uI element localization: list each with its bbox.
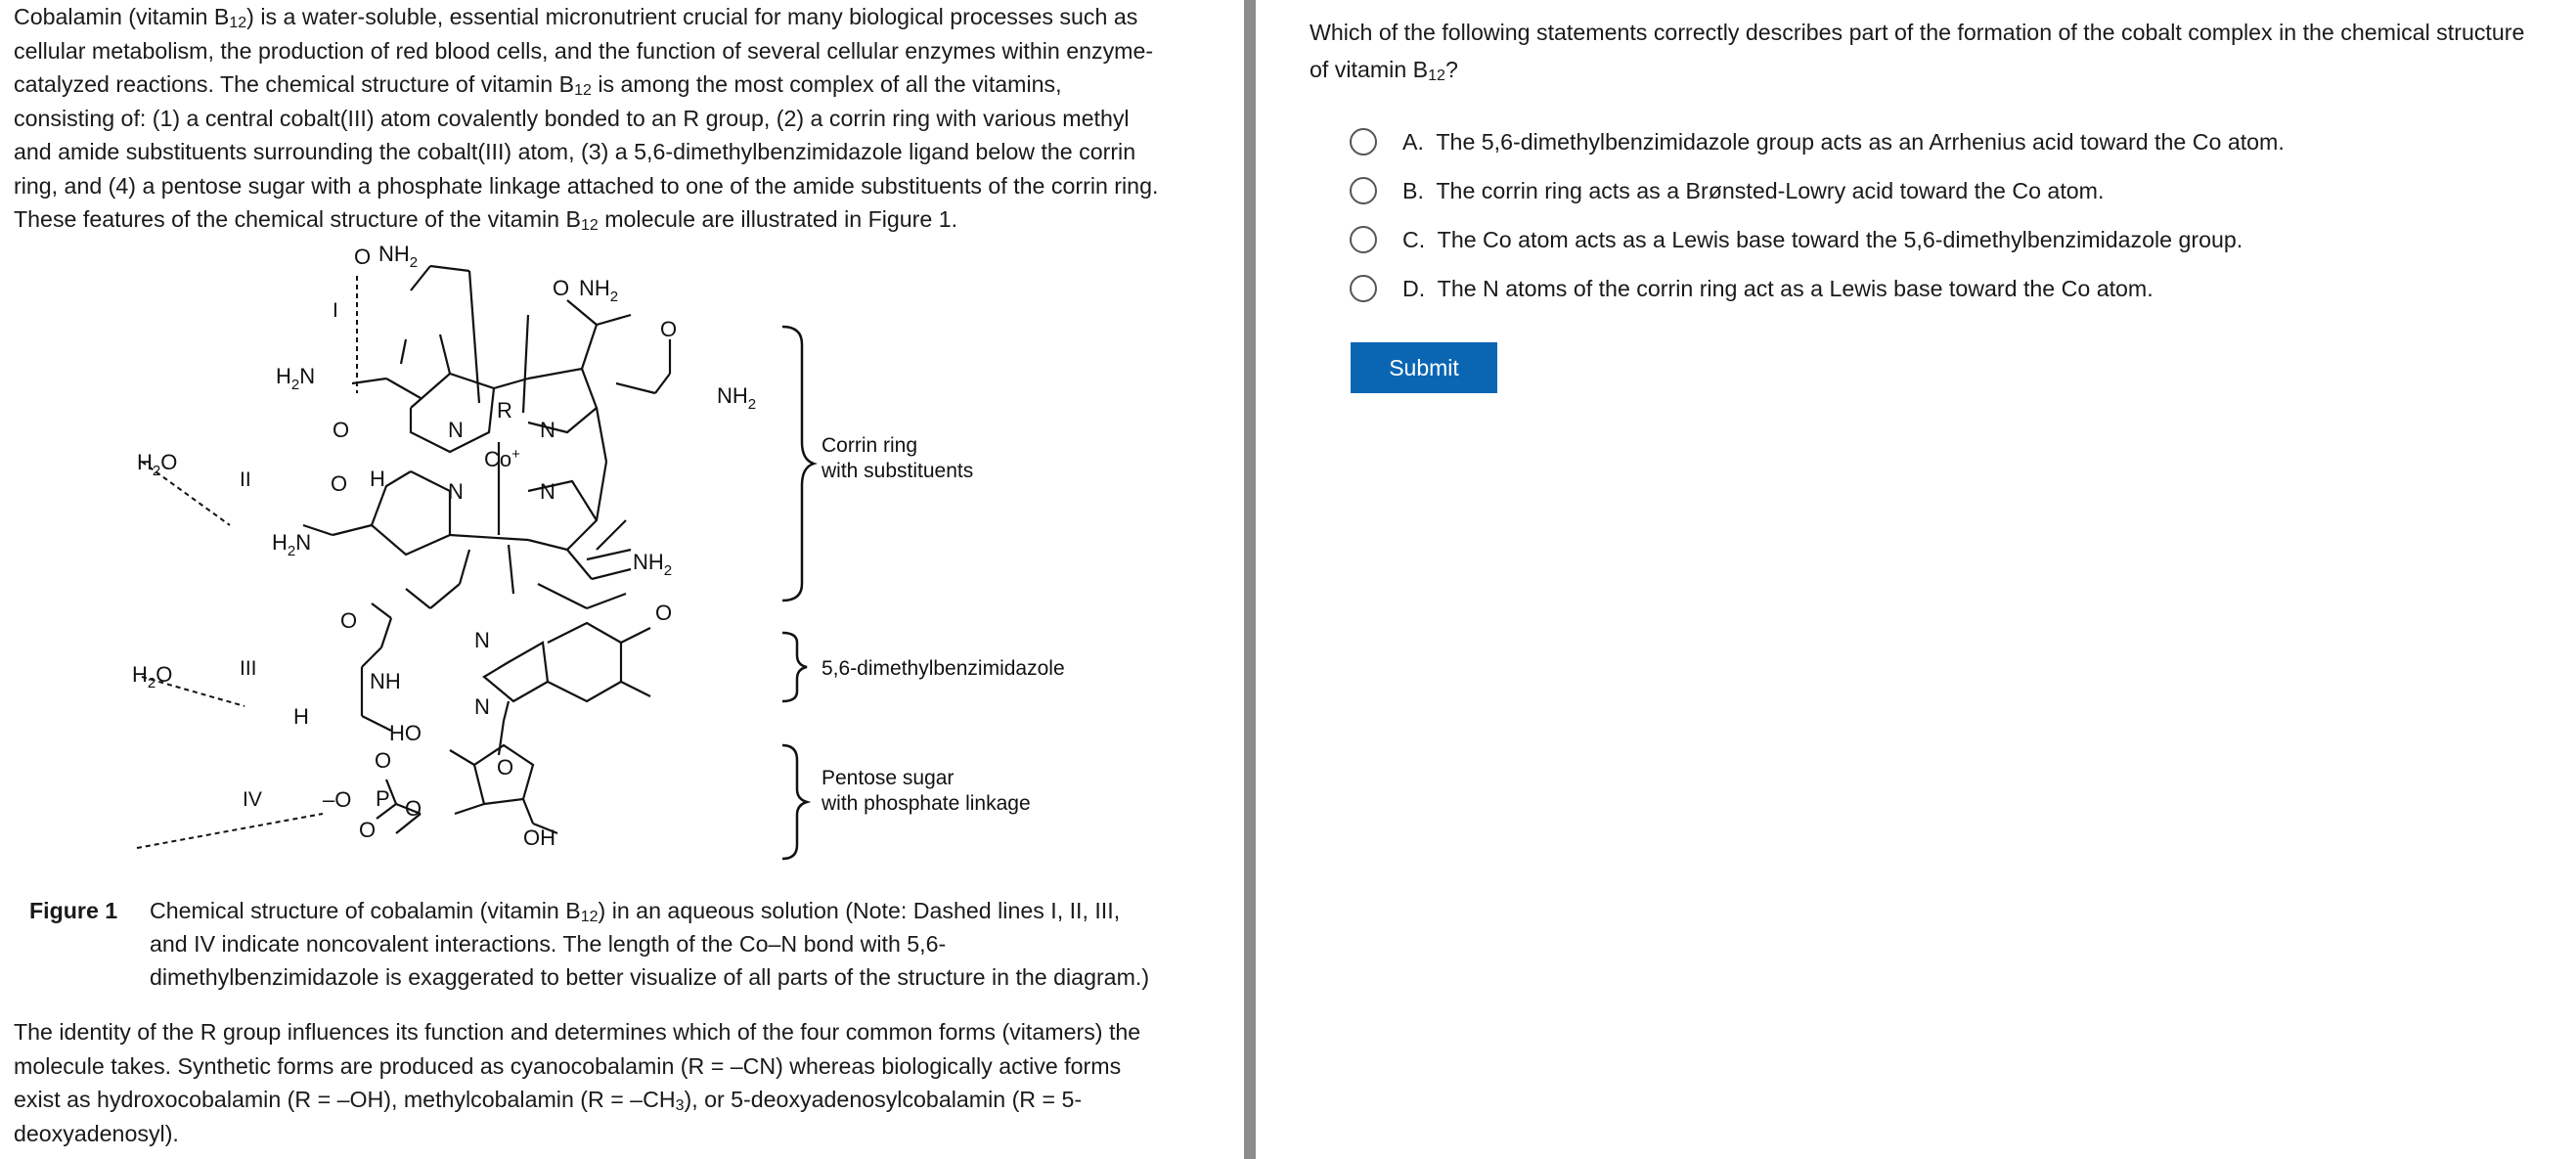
atom-n: N bbox=[474, 694, 490, 719]
passage-line: These features of the chemical structure of the vitamin $B_{12}$ molecule are illustrated in Figure 1. bbox=[14, 206, 958, 234]
answer-option-a[interactable] bbox=[1350, 117, 2562, 166]
pentose-phosphate bbox=[362, 603, 557, 833]
atom-o: O bbox=[331, 471, 348, 496]
radio-button-a[interactable] bbox=[1350, 128, 1377, 156]
label-corrin-substituents: with substituents bbox=[822, 460, 974, 482]
corrin-ring bbox=[303, 266, 673, 608]
atom-h2n: $H_2N$ bbox=[276, 364, 316, 393]
atom-o-minus: –O bbox=[323, 787, 352, 812]
atom-oh: OH bbox=[523, 825, 555, 850]
atom-nh: NH bbox=[370, 669, 401, 693]
brace-dmb bbox=[782, 633, 807, 701]
atom-nh2: $NH_2$ bbox=[579, 276, 619, 305]
label-dmb: 5,6-dimethylbenzimidazole bbox=[822, 657, 1065, 680]
passage-line: Cobalamin (vitamin $B_{12}$) is a water-soluble, essential micronutrient crucial for many biological processes such as bbox=[14, 4, 1138, 31]
radio-button-c[interactable] bbox=[1350, 226, 1377, 253]
water-ii: $H_2O$ bbox=[137, 450, 178, 479]
pane-divider[interactable] bbox=[1244, 0, 1256, 1159]
caption-line: Chemical structure of cobalamin (vitamin $B_{12}$) in an aqueous solution (Note: Dashed lines I, II, III, bbox=[150, 898, 1121, 925]
atom-o: O bbox=[340, 608, 358, 633]
atom-r: R bbox=[497, 398, 512, 423]
atom-n: N bbox=[474, 628, 490, 652]
submit-button[interactable]: Submit bbox=[1351, 342, 1497, 393]
passage-line: consisting of: (1) a central cobalt(III) atom covalently bonded to an R group, (2) a corrin ring with various methyl bbox=[14, 105, 1130, 131]
caption-line: and IV indicate noncovalent interactions. The length of the Co–N bond with 5,6- bbox=[150, 931, 947, 957]
answer-options bbox=[1350, 117, 2562, 313]
passage-line: cellular metabolism, the production of red blood cells, and the function of several cellular enzymes within enzyme- bbox=[14, 37, 1154, 64]
atom-co: Co+ bbox=[484, 446, 520, 471]
passage-line: exist as hydroxocobalamin (R = –OH), methylcobalamin $(R = -CH_3)$, or 5-deoxyadenosylcobalamin (R = 5- bbox=[14, 1087, 1083, 1114]
atom-nh2: $NH_2$ bbox=[717, 383, 757, 413]
label-corrin-ring: Corrin ring bbox=[822, 434, 918, 457]
passage-line: ring, and (4) a pentose sugar with a phosphate linkage attached to one of the amide substituents of the corrin ring. bbox=[14, 172, 1159, 199]
label-roman-i: I bbox=[333, 299, 338, 322]
question-stem bbox=[1310, 14, 2571, 88]
atom-o: O bbox=[405, 796, 422, 821]
label-roman-ii: II bbox=[240, 468, 251, 491]
passage-line: and amide substituents surrounding the cobalt(III) atom, (3) a 5,6-dimethylbenzimidazole ligand below the corrin bbox=[14, 139, 1136, 164]
water-iii: $H_2O$ bbox=[132, 662, 173, 691]
label-roman-iii: III bbox=[240, 657, 257, 680]
passage-line: deoxyadenosyl). bbox=[14, 1120, 179, 1146]
atom-o: O bbox=[660, 317, 678, 341]
atom-o: O bbox=[333, 418, 350, 442]
atom-nh2: $NH_2$ bbox=[633, 550, 673, 579]
passage-line: catalyzed reactions. The chemical structure of vitamin $B_{12}$ is among the most complex of all the vitamins, bbox=[14, 71, 1062, 99]
question-pane bbox=[1256, 0, 2576, 1159]
brace-corrin bbox=[782, 327, 814, 601]
atom-o: O bbox=[375, 748, 392, 773]
figure-caption-text bbox=[150, 894, 1225, 994]
passage-pane[interactable] bbox=[0, 0, 1242, 1159]
radio-button-d[interactable] bbox=[1350, 275, 1377, 302]
interaction-line-iv bbox=[137, 814, 323, 848]
atom-n: N bbox=[540, 418, 555, 442]
atom-o: O bbox=[553, 276, 570, 300]
atom-n: N bbox=[540, 479, 555, 504]
question-line: Which of the following statements correctly describes part of the formation of the cobalt complex in the chemical structure bbox=[1310, 20, 2525, 45]
cobalamin-structure-diagram bbox=[132, 242, 1115, 863]
atom-n: N bbox=[448, 418, 464, 442]
atom-ho: HO bbox=[389, 721, 422, 745]
passage-line: The identity of the R group influences its function and determines which of the four common forms (vitamers) the bbox=[14, 1019, 1141, 1045]
atom-o: O bbox=[655, 601, 673, 625]
atom-p: P bbox=[376, 786, 390, 811]
figure-caption-label: Figure 1 bbox=[29, 898, 118, 923]
answer-option-text: A. The 5,6-dimethylbenzimidazole group acts as an Arrhenius acid toward the Co atom. bbox=[1402, 128, 2285, 155]
passage-r-group bbox=[14, 1015, 1226, 1150]
label-pentose-sugar: Pentose sugar bbox=[822, 767, 955, 789]
label-roman-iv: IV bbox=[243, 788, 262, 811]
answer-option-text: B. The corrin ring acts as a Brønsted-Lowry acid toward the Co atom. bbox=[1402, 177, 2105, 203]
atom-o: O bbox=[354, 245, 372, 269]
atom-nh2: $NH_2$ bbox=[378, 242, 419, 271]
caption-line: dimethylbenzimidazole is exaggerated to better visualize of all parts of the structure in the diagram.) bbox=[150, 964, 1150, 990]
atom-o: O bbox=[497, 755, 514, 780]
dimethylbenzimidazole bbox=[484, 623, 650, 755]
atom-n: N bbox=[448, 479, 464, 504]
answer-option-d[interactable] bbox=[1350, 264, 2562, 313]
answer-option-text: C. The Co atom acts as a Lewis base toward the 5,6-dimethylbenzimidazole group. bbox=[1402, 226, 2243, 252]
label-phosphate-linkage: with phosphate linkage bbox=[822, 792, 1031, 815]
atom-o: O bbox=[359, 818, 377, 842]
atom-h2n: $H_2N$ bbox=[272, 530, 312, 559]
question-line: of vitamin $B_{12}$? bbox=[1310, 57, 1458, 84]
answer-option-text: D. The N atoms of the corrin ring act as a Lewis base toward the Co atom. bbox=[1402, 275, 2154, 301]
atom-h: H bbox=[370, 467, 385, 491]
brace-sugar bbox=[782, 745, 807, 859]
passage-intro bbox=[14, 0, 1226, 237]
passage-line: molecule takes. Synthetic forms are produced as cyanocobalamin (R = –CN) whereas biologically active forms bbox=[14, 1052, 1122, 1079]
radio-button-b[interactable] bbox=[1350, 177, 1377, 204]
answer-option-b[interactable] bbox=[1350, 166, 2562, 215]
atom-h: H bbox=[293, 704, 309, 729]
answer-option-c[interactable] bbox=[1350, 215, 2562, 264]
figure-cobalamin-structure bbox=[132, 242, 1115, 863]
